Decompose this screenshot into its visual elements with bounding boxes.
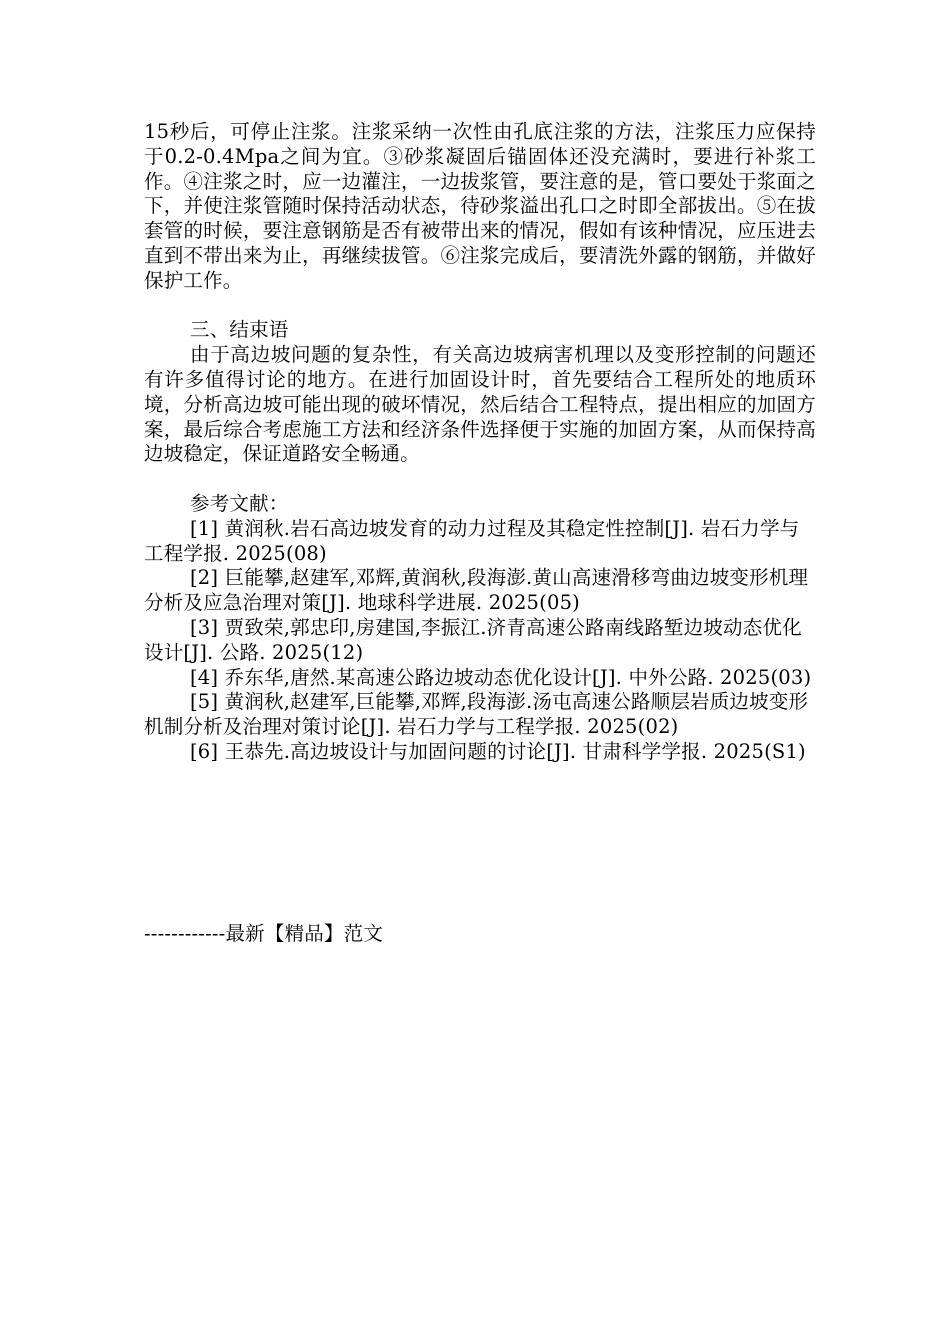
reference-item: [3] 贾致荣,郭忠印,房建国,李振江.济青高速公路南线路堑边坡动态优化设计[J]. 公路. 2025(12) [144,615,802,664]
paragraph-spacer [144,294,816,319]
reference-item: [1] 黄润秋.岩石高边坡发育的动力过程及其稳定性控制[J]. 岩石力学与工程学报. 2025(08) [144,516,800,565]
conclusion-paragraph: 由于高边坡问题的复杂性，有关高边坡病害机理以及变形控制的问题还有许多值得讨论的地方。在进行加固设计时，首先要结合工程所处的地质环境，分析高边坡可能出现的破坏情况，然后结合工程特点，提出相应的加固方案，最后综合考虑施工方法和经济条件选择便于实施的加固方案，从而保持高边坡稳定，保证道路安全畅通。 [144,343,816,466]
document-body [144,120,816,765]
footer-text: ------------最新【精品】范文 [144,922,384,945]
reference-item: [5] 黄润秋,赵建军,巨能攀,邓辉,段海澎.汤屯高速公路顺层岩质边坡变形机制分析及治理对策讨论[J]. 岩石力学与工程学报. 2025(02) [144,690,809,739]
reference-item: [4] 乔东华,唐然.某高速公路边坡动态优化设计[J]. 中外公路. 2025(03) [190,665,812,689]
paragraph-spacer [144,467,816,492]
references-list [144,517,816,765]
references-heading: 参考文献： [190,491,289,515]
section-heading: 三、结束语 [190,318,289,342]
reference-item: [2] 巨能攀,赵建军,邓辉,黄润秋,段海澎.黄山高速滑移弯曲边坡变形机理分析及应急治理对策[J]. 地球科学进展. 2025(05) [144,566,809,615]
continuation-paragraph: 15秒后，可停止注浆。注浆采纳一次性由孔底注浆的方法，注浆压力应保持于0.2-0.4Mpa之间为宜。③砂浆凝固后锚固体还没充满时，要进行补浆工作。④注浆之时，应一边灌注，一边拔浆管，要注意的是，管口要处于浆面之下，并使注浆管随时保持活动状态，待砂浆溢出孔口之时即全部拔出。⑤在拔套管的时候，要注意钢筋是否有被带出来的情况，假如有该种情况，应压进去直到不带出来为止，再继续拔管。⑥注浆完成后，要清洗外露的钢筋，并做好保护工作。 [144,120,816,292]
reference-item: [6] 王恭先.高边坡设计与加固问题的讨论[J]. 甘肃科学学报. 2025(S1) [190,739,806,763]
